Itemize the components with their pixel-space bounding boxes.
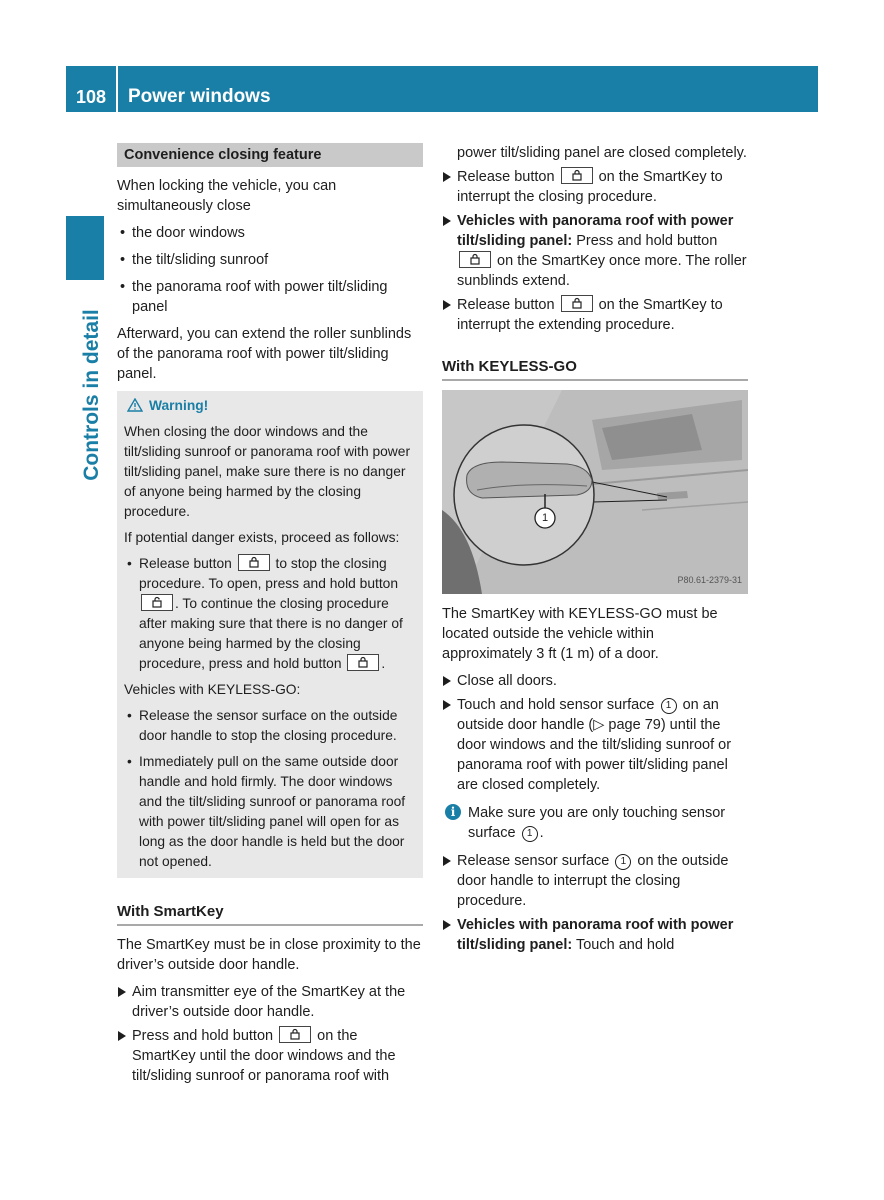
- door-handle-illustration: [442, 390, 748, 594]
- instruction-step: [442, 295, 748, 335]
- smartkey-intro: The SmartKey must be in close proximity to the driver’s outside door handle.: [117, 937, 421, 973]
- text-run: . To continue the closing procedure after making sure that there is no danger of anyone being harmed by the closing procedure, press and hold button: [139, 596, 403, 671]
- info-note: [442, 803, 748, 843]
- section-heading-convenience: Convenience closing feature: [117, 143, 423, 167]
- text-run: on the SmartKey once more. The roller sunblinds extend.: [457, 253, 747, 289]
- warning-proceed: If potential danger exists, proceed as follows:: [124, 530, 400, 545]
- instruction-step: Aim transmitter eye of the SmartKey at the driver’s outside door handle.: [117, 982, 423, 1022]
- list-item: • the tilt/sliding sunroof: [117, 250, 423, 270]
- list-item: [124, 554, 416, 674]
- text-run: .: [381, 656, 386, 671]
- bold-run: Vehicles with panorama roof with power tilt/sliding panel:: [457, 213, 734, 249]
- list-item: • the panorama roof with power tilt/sliding panel: [117, 277, 423, 317]
- text-run: on an outside door handle (▷ page 79) until the door windows and the tilt/sliding sunroof or panorama roof with power tilt/sliding panel are closed completely.: [457, 697, 732, 793]
- lock-icon: [561, 295, 593, 312]
- section-heading-keyless-go: With KEYLESS-GO: [442, 357, 748, 381]
- afterward-paragraph: Afterward, you can extend the roller sunblinds of the panorama roof with power tilt/sliding panel.: [117, 326, 412, 382]
- page-title: Power windows: [128, 86, 271, 107]
- bold-run: Vehicles with panorama roof with power tilt/sliding panel:: [457, 917, 734, 953]
- lock-icon: [459, 251, 491, 268]
- sensor-surface-callout: 1: [615, 854, 631, 870]
- warning-title: [124, 396, 416, 418]
- instruction-step: [442, 851, 748, 911]
- list-item: • Release the sensor surface on the outside door handle to stop the closing procedure.: [124, 706, 416, 746]
- text-run: .: [539, 825, 544, 841]
- instruction-step: Close all doors.: [442, 671, 748, 691]
- text-run: Press and hold button: [132, 1028, 274, 1044]
- warning-title-text: Warning!: [149, 398, 209, 413]
- warning-box: [117, 391, 423, 878]
- continued-text: power tilt/sliding panel are closed completely.: [457, 145, 747, 161]
- lock-icon: [347, 654, 379, 671]
- text-run: Touch and hold sensor surface: [457, 697, 655, 713]
- lock-icon: [279, 1026, 311, 1043]
- instruction-step: [442, 695, 748, 795]
- text-run: Release button: [139, 556, 232, 571]
- text-run: Release button: [457, 297, 555, 313]
- right-column: [442, 143, 748, 959]
- figure-callout-number: 1: [541, 512, 549, 524]
- warning-text: When closing the door windows and the tilt/sliding sunroof or panorama roof with power tilt/sliding panel, make sure there is no danger of anyone being harmed by the closing procedure.: [124, 424, 411, 519]
- keyless-intro: The SmartKey with KEYLESS-GO must be located outside the vehicle within approximately 3 ft (1 m) of a door.: [442, 606, 718, 662]
- info-icon: i: [445, 804, 461, 820]
- text-run: on the outside door handle to interrupt the closing procedure.: [457, 853, 729, 909]
- keyless-label: Vehicles with KEYLESS-GO:: [124, 682, 301, 697]
- lock-icon: [238, 554, 270, 571]
- text-run: on the SmartKey to interrupt the extending procedure.: [457, 297, 723, 333]
- text-run: on the SmartKey until the door windows and the tilt/sliding sunroof or panorama roof with: [132, 1028, 396, 1084]
- side-tab-marker: [66, 216, 104, 280]
- text-run: to stop the closing procedure. To open, press and hold button: [139, 556, 399, 591]
- intro-paragraph: When locking the vehicle, you can simultaneously close: [117, 178, 337, 214]
- text-run: on the SmartKey to interrupt the closing procedure.: [457, 169, 723, 205]
- sensor-surface-callout: 1: [522, 826, 538, 842]
- text-run: Release button: [457, 169, 555, 185]
- text-run: Release sensor surface: [457, 853, 610, 869]
- car-door-drawing: [442, 390, 748, 594]
- section-heading-smartkey: With SmartKey: [117, 902, 423, 926]
- instruction-step: [442, 211, 748, 291]
- warning-triangle-icon: [127, 398, 143, 418]
- page-number: 108: [75, 87, 107, 107]
- lock-icon: [561, 167, 593, 184]
- sensor-surface-callout: 1: [661, 698, 677, 714]
- list-item: • Immediately pull on the same outside door handle and hold firmly. The door windows and the tilt/sliding sunroof or panorama roof with power tilt/sliding panel will open for as long as the door handle is held but the door not opened.: [124, 752, 416, 872]
- list-item: • the door windows: [117, 223, 423, 243]
- text-run: Press and hold button: [576, 233, 718, 249]
- side-tab-label: Controls in detail: [80, 309, 103, 481]
- text-run: Touch and hold: [575, 937, 675, 953]
- instruction-step: [442, 167, 748, 207]
- instruction-step: [442, 915, 748, 955]
- text-run: Make sure you are only touching sensor surface: [468, 805, 726, 841]
- unlock-icon: [141, 594, 173, 611]
- header-divider: [116, 66, 118, 112]
- instruction-step: [117, 1026, 423, 1086]
- left-column: [117, 143, 423, 1090]
- figure-code: P80.61-2379-31: [677, 575, 742, 585]
